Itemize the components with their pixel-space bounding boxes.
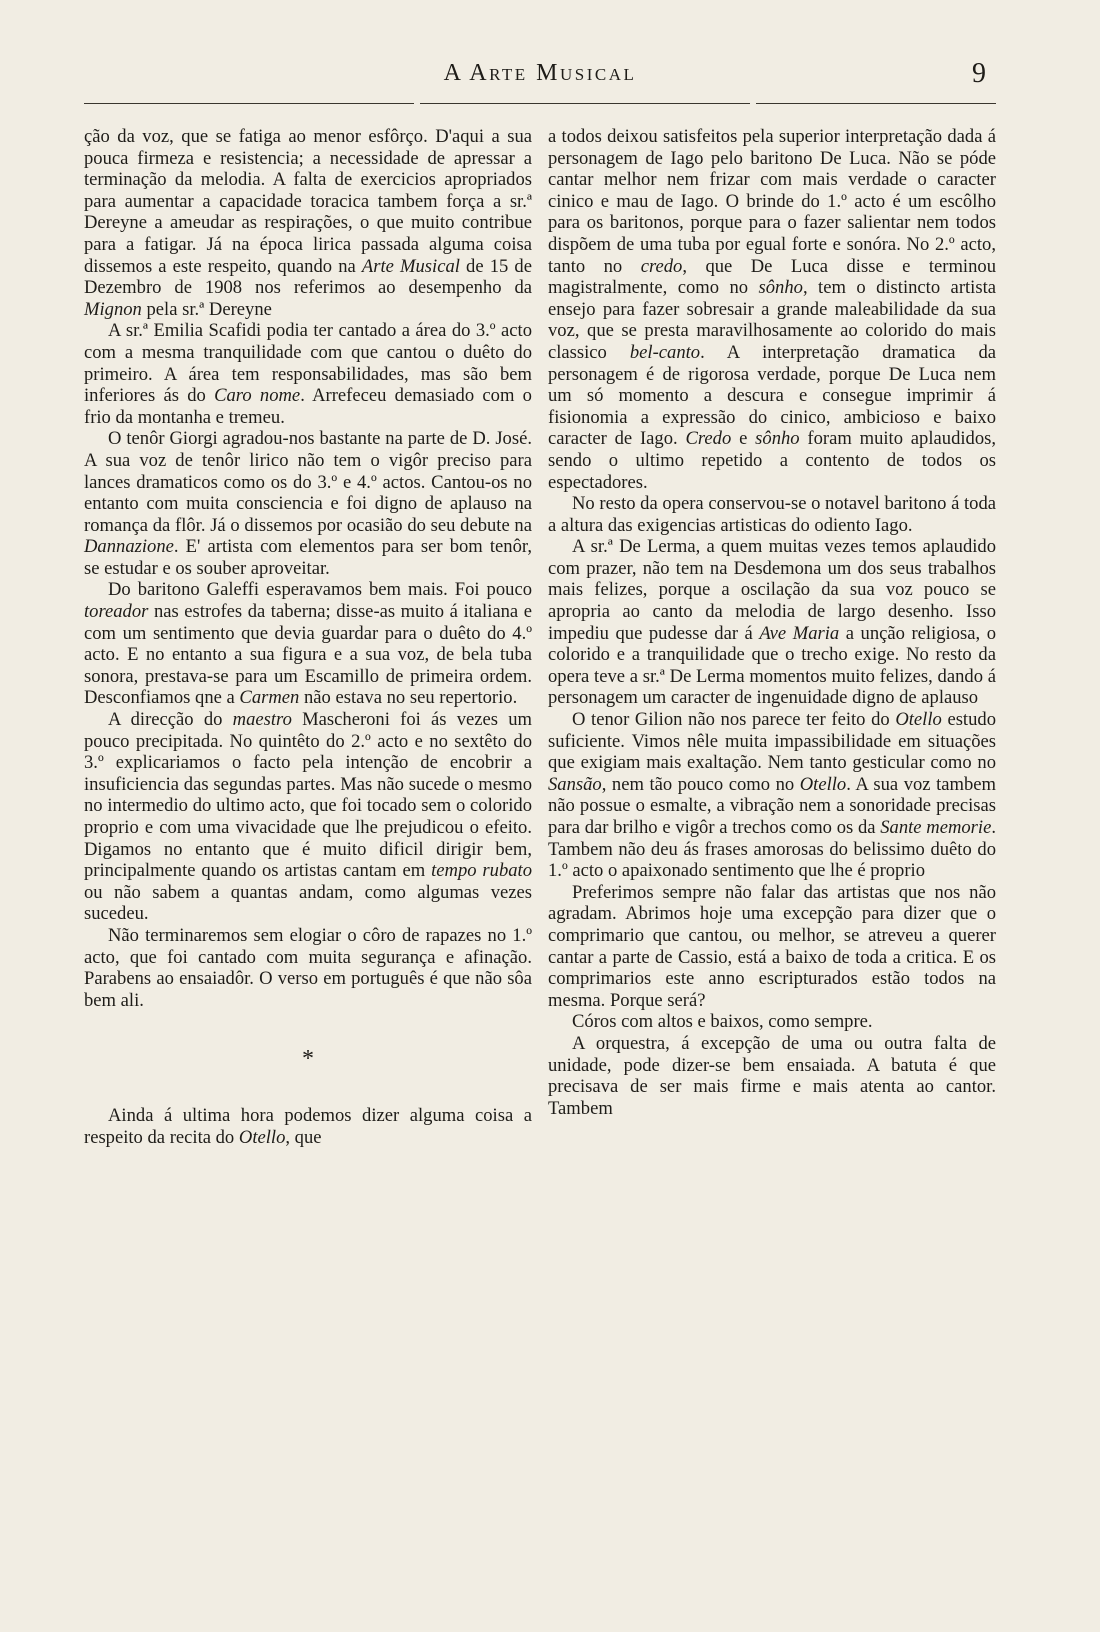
text-run: . A interpretação dramatica da personagem é de rigorosa verdade, porque De Luca nem um só momento a descura e consegue imprimir á fisionomia a expressão do cinico, ambicioso e baixo caracter de Iago.	[548, 341, 997, 450]
section-divider-star: *	[302, 1046, 314, 1073]
text-run: . Tambem não deu ás frases amorosas do belissimo duêto do 1.º acto o apaixonado sentimento que lhe é proprio	[548, 817, 996, 882]
text-run: ção da voz, que se fatiga ao menor esfôrço. D'aqui a sua pouca firmeza e resistencia; a necessidade de apressar a terminação da melodia. A falta de exercicios apropriados para aumentar a capacidade toracica tambem força a sr.ª Dereyne a ameudar as respirações, o que muito contribue para a fatigar. Já na época lirica passada alguma coisa dissemos a este respeito, quando na	[84, 126, 532, 277]
italic-title: Arte Musical	[361, 255, 460, 277]
italic-title: Caro nome	[214, 385, 301, 407]
text-run: . A sua voz tambem não possue o esmalte, a vibração nem a sonoridade precisas para dar brilho e vigôr a trechos como os da	[548, 773, 996, 838]
text-run: , nem tão pouco como no	[601, 773, 800, 795]
text-run: . Arrefeceu demasiado com o frio da montanha e tremeu.	[84, 385, 532, 428]
paragraph: No resto da opera conservou-se o notavel baritono á toda a altura das exigencias artisticas do odiento Iago.	[548, 493, 996, 536]
italic-title: Carmen	[239, 687, 300, 709]
text-run: , que De Luca disse e terminou magistralmente, como no	[548, 255, 996, 299]
paragraph	[84, 126, 532, 320]
italic-title: Sante memorie	[880, 817, 992, 838]
page-number: 9	[972, 58, 986, 89]
text-run: pela sr.ª Dereyne	[141, 298, 272, 320]
italic-title: Otello	[895, 709, 942, 731]
left-column	[84, 126, 532, 1149]
text-run: Mascheroni foi ás vezes um pouco precipitada. No quintêto do 2.º acto e no sextêto do 3.º explicariamos o facto pela intenção de encobrir a insuficiencia das segundas partes. Mas não sucede o mesmo no intermedio do ultimo acto, que foi tocado sem o colorido proprio e com uma vivacidade que lhe prejudicou o efeito. Digamos no entanto que é muito dificil dirigir bem, principalmente quando os artistas cantam em	[84, 709, 533, 882]
italic-term: tempo rubato	[431, 860, 532, 882]
italic-term: toreador	[84, 601, 149, 623]
text-run: ou não sabem a quantas andam, como algumas vezes sucedeu.	[84, 881, 532, 925]
text-run: , que	[285, 1126, 322, 1148]
paragraph: A orquestra, á excepção de uma ou outra falta de unidade, pode dizer-se bem ensaiada. A batuta é que precisava de ser mais firme e mais atenta ao cantor. Tambem	[548, 1032, 996, 1119]
paragraph	[84, 428, 532, 579]
text-run: O tenor Gilion não nos parece ter feito do	[572, 709, 896, 731]
italic-term: sônho	[758, 277, 803, 299]
italic-title: Otello	[238, 1126, 286, 1148]
text-run: Ainda á ultima hora podemos dizer alguma coisa a respeito da recita do	[84, 1105, 532, 1148]
text-run: Do baritono Galeffi esperavamos bem mais. Foi pouco	[108, 579, 532, 601]
text-run: a unção religiosa, o colorido e a tranquilidade que o trecho exige. No resto da opera teve a sr.ª De Lerma momentos muito felizes, dando á personagem um caracter de ingenuidade digno de aplauso	[548, 622, 996, 709]
italic-title: Ave Maria	[759, 622, 840, 644]
header-rule-left	[84, 103, 414, 104]
italic-title: Dannazione	[84, 536, 174, 558]
paragraph	[84, 1105, 532, 1148]
text-run: A direcção do	[108, 709, 233, 731]
italic-term: sônho	[755, 428, 800, 450]
paragraph	[84, 579, 532, 709]
text-run: . E' artista com elementos para ser bom tenôr, se estudar e os souber aproveitar.	[84, 536, 532, 579]
text-run: estudo suficiente. Vimos nêle muita impassibilidade em situações que exigiam mais exaltação. Nem tanto gesticular como no	[548, 709, 996, 774]
header-rule-center	[420, 103, 750, 104]
paragraph: Não terminaremos sem elogiar o côro de rapazes no 1.º acto, que foi cantado com muita segurança e afinação. Parabens ao ensaiadôr. O verso em português é que não sôa bem ali.	[84, 924, 532, 1011]
italic-title: Mignon	[84, 298, 142, 320]
paragraph	[548, 709, 996, 882]
italic-title: Otello	[799, 773, 847, 795]
italic-title: Sansão	[548, 773, 602, 795]
paragraph	[548, 536, 996, 709]
text-run: A sr.ª De Lerma, a quem muitas vezes temos aplaudido com prazer, não tem na Desdemona um dos seus trabalhos mais felizes, porque a oscilação da sua voz pouco se apropria ao canto da melodia de largo desenho. Isso impediu que pudesse dar á	[548, 536, 996, 644]
paragraph: Córos com altos e baixos, como sempre.	[572, 1011, 873, 1033]
paragraph	[84, 709, 532, 925]
italic-term: bel-canto	[629, 341, 701, 363]
paragraph: Preferimos sempre não falar das artistas que nos não agradam. Abrimos hoje uma excepção para dizer que o comprimario que cantou, ou melhor, se atreveu a querer cantar a parte de Cassio, está a baixo de toda a critica. E os comprimarios este anno escripturados estão todos na mesma. Porque será?	[548, 881, 996, 1011]
text-run: nas estrofes da taberna; disse-as muito á italiana e com um sentimento que devia guardar para o duêto do 4.º acto. E no entanto a sua figura e a sua voz, de bela tuba sonora, prestava-se para um Escamillo de primeira ordem. Desconfiamos qne a	[84, 601, 532, 709]
running-title: A Arte Musical	[443, 60, 637, 86]
header-rule-right	[756, 103, 996, 104]
right-column	[548, 126, 996, 1119]
text-run: , tem o distincto artista ensejo para fazer sobresair a grande maleabilidade da sua voz, que se presta maravilhosamente ao colorido do mais classico	[548, 277, 996, 363]
italic-term: Credo	[685, 428, 732, 450]
text-run: de 15 de Dezembro de 1908 nos referimos ao desempenho da	[84, 255, 532, 299]
paragraph	[84, 320, 532, 428]
text-run: a todos deixou satisfeitos pela superior interpretação dada á personagem de Iago pelo baritono De Luca. Não se póde cantar melhor nem frizar com mais verdade o caracter cinico e mau de Iago. O brinde do 1.º acto é um escôlho para os baritonos, porque para o fazer salientar nem todos dispõem de uma tuba por egual forte e sonóra. No 2.º acto, tanto no	[548, 126, 996, 277]
text-run: não estava no seu repertorio.	[299, 687, 518, 709]
text-run: foram muito aplaudidos, sendo o ultimo repetido a contento de todos os espectadores.	[548, 428, 997, 493]
page-header	[84, 58, 996, 98]
italic-term: credo	[640, 255, 683, 277]
paragraph	[548, 126, 996, 493]
italic-term: maestro	[232, 709, 292, 731]
text-run: O tenôr Giorgi agradou-nos bastante na parte de D. José. A sua voz de tenôr lirico não tem o vigôr preciso para lances dramaticos como os do 3.º e 4.º actos. Cantou-os no entanto com muita consciencia e foi digno de aplauso na romança da flôr. Já o dissemos por ocasião do seu debute na	[84, 428, 532, 536]
text-run: A sr.ª Emilia Scafidi podia ter cantado a área do 3.º acto com a mesma tranquilidade com que cantou o duêto do primeiro. A área tem responsabilidades, mas são bem inferiores ás do	[84, 320, 532, 407]
text-run: e	[731, 428, 756, 450]
